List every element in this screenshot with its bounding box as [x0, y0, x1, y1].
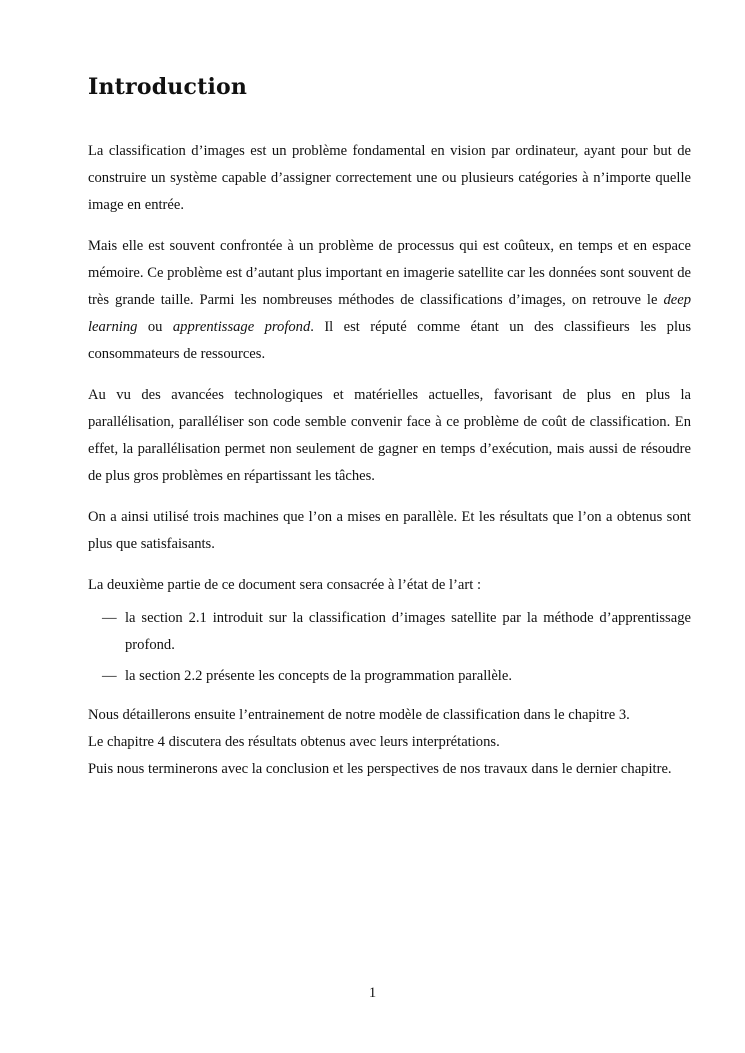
body-text [88, 138, 691, 783]
paragraph-6: Nous détaillerons ensuite l’entrainement de notre modèle de classification dans le chapitre 3. [88, 707, 630, 723]
paragraph-2 [88, 233, 691, 368]
paragraph-5: La deuxième partie de ce document sera consacrée à l’état de l’art : [88, 577, 482, 593]
paragraph-4: On a ainsi utilisé trois machines que l’on a mises en parallèle. Et les résultats que l’on a obtenus sont plus que satisfaisants. [88, 509, 691, 552]
paragraph-3: Au vu des avancées technologiques et matérielles actuelles, favorisant de plus en plus la parallélisation, paralléliser son code semble convenir face à ce problème de coût de classification. En effet, la parallélisation permet non seulement de gagner en temps d’exécution, mais aussi de résoudre de plus gros problèmes en répartissant les tâches. [88, 387, 691, 484]
list-item-text: la section 2.1 introduit sur la classification d’images satellite par la méthode d’apprentissage profond. [125, 610, 691, 653]
page-number: 1 [368, 985, 377, 1001]
section-list [88, 605, 691, 690]
page-title: Introduction [88, 74, 248, 100]
list-dash: — [102, 610, 117, 626]
list-dash: — [102, 668, 117, 684]
paragraph-2-text-a: Mais elle est souvent confrontée à un problème de processus qui est coûteux, en temps et en espace mémoire. Ce problème est d’autant plus important en imagerie satellite car les données sont souvent de très grande taille. Parmi les nombreuses méthodes de classifications d’images, on retrouve le [88, 238, 691, 308]
paragraph-1: La classification d’images est un problème fondamental en vision par ordinateur, ayant pour but de construire un système capable d’assigner correctement une ou plusieurs catégories à n’importe quelle image en entrée. [88, 143, 691, 213]
paragraph-2-text-c: . Il est réputé comme étant un des classifieurs les plus consommateurs de ressources. [88, 319, 692, 362]
list-item [88, 663, 691, 690]
list-item-text: la section 2.2 présente les concepts de la programmation parallèle. [125, 668, 512, 684]
term-apprentissage-profond: apprentissage profond [172, 319, 311, 335]
term-deep-learning: deep learning [88, 292, 691, 335]
paragraph-7: Le chapitre 4 discutera des résultats obtenus avec leurs interprétations. [88, 734, 500, 750]
paragraph-8: Puis nous terminerons avec la conclusion et les perspectives de nos travaux dans le dernier chapitre. [88, 761, 672, 777]
paragraph-2-text-b: ou [137, 319, 173, 335]
list-item [88, 605, 691, 659]
